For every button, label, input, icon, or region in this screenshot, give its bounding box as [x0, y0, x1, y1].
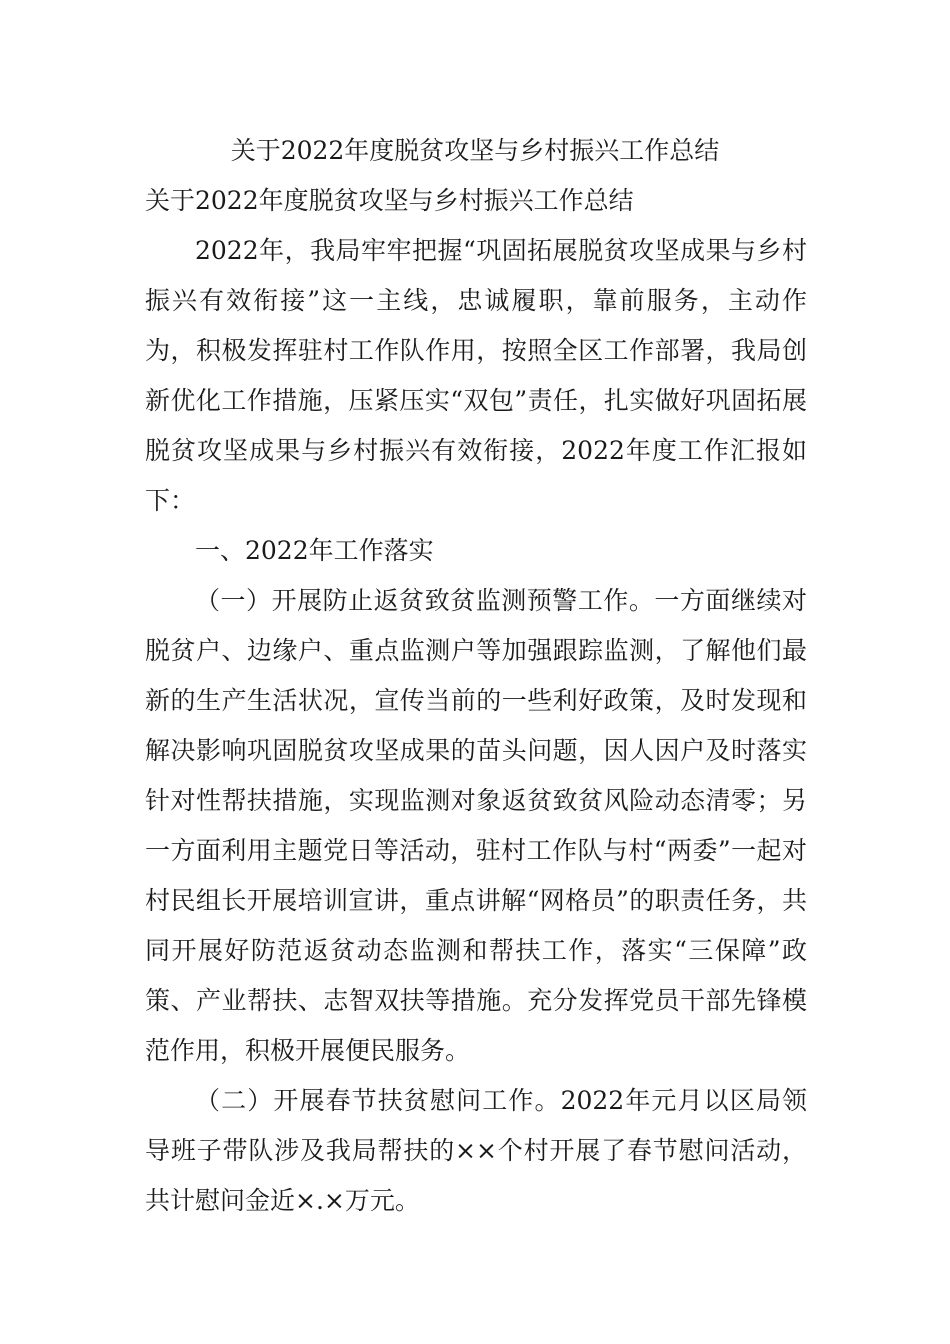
intro-paragraph: 2022年，我局牢牢把握“巩固拓展脱贫攻坚成果与乡村振兴有效衔接”这一主线，忠诚履职，靠前服务，主动作为，积极发挥驻村工作队作用，按照全区工作部署，我局创新优化工作措施，压紧压实“双包”责任，扎实做好巩固拓展脱贫攻坚成果与乡村振兴有效衔接，2022年度工作汇报如下： — [145, 236, 807, 515]
section-heading: 一、2022年工作落实 — [195, 536, 434, 565]
document-subtitle: 关于2022年度脱贫攻坚与乡村振兴工作总结 — [145, 186, 634, 215]
document-body — [145, 176, 807, 1226]
document-title: 关于2022年度脱贫攻坚与乡村振兴工作总结 — [230, 136, 720, 165]
item-paragraph-2: （二）开展春节扶贫慰问工作。2022年元月以区局领导班子带队涉及我局帮扶的××个村开展了春节慰问活动，共计慰问金近×.×万元。 — [145, 1086, 807, 1215]
item-paragraph-1: （一）开展防止返贫致贫监测预警工作。一方面继续对脱贫户、边缘户、重点监测户等加强跟踪监测，了解他们最新的生产生活状况，宣传当前的一些利好政策，及时发现和解决影响巩固脱贫攻坚成果的苗头问题，因人因户及时落实针对性帮扶措施，实现监测对象返贫致贫风险动态清零；另一方面利用主题党日等活动，驻村工作队与村“两委”一起对村民组长开展培训宣讲，重点讲解“网格员”的职责任务，共同开展好防范返贫动态监测和帮扶工作，落实“三保障”政策、产业帮扶、志智双扶等措施。充分发挥党员干部先锋模范作用，积极开展便民服务。 — [145, 586, 807, 1065]
